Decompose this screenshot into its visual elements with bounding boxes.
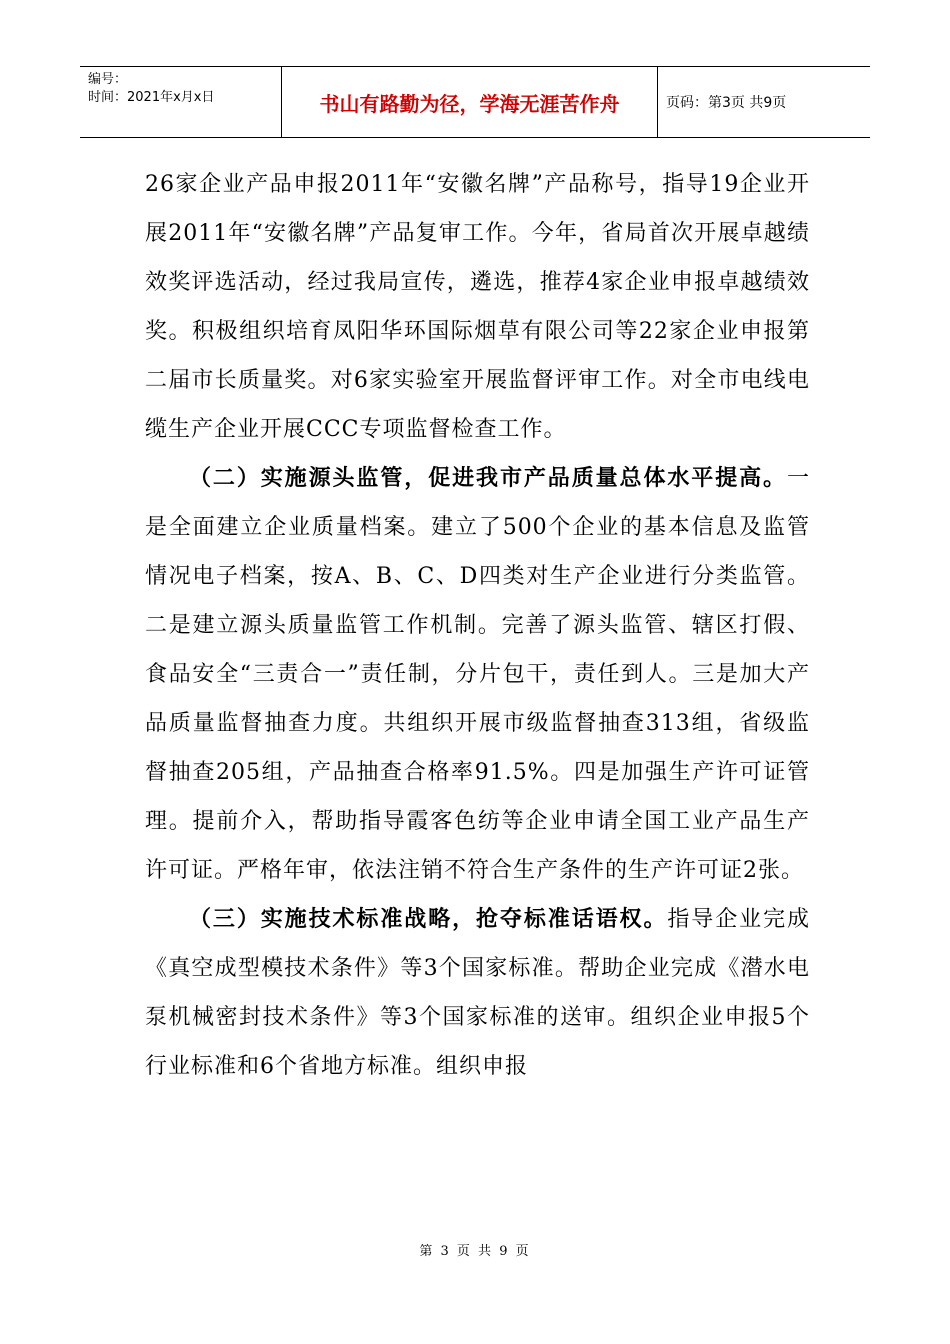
section-text-3: 指导企业完成《真空成型模技术条件》等3个国家标准。帮助企业完成《潜水电泵机械密封技术条件》等3个国家标准的送审。组织企业申报5个行业标准和6个省地方标准。组织申报 — [145, 907, 810, 1079]
page-footer: 第 3 页 共 9 页 — [419, 1244, 531, 1259]
header-meta-cell — [80, 67, 282, 137]
section-heading-3: （三）实施技术标准战略，抢夺标准话语权。 — [189, 906, 668, 932]
header-motto: 书山有路勤为径，学海无涯苦作舟 — [282, 67, 658, 137]
document-body — [145, 160, 810, 1091]
section-text-2: 一是全面建立企业质量档案。建立了500个企业的基本信息及监管情况电子档案，按A、B、C、D四类对生产企业进行分类监管。二是建立源头质量监管工作机制。完善了源头监管、辖区打假、食品安全“三责合一”责任制，分片包干，责任到人。三是加大产品质量监督抽查力度。共组织开展市级监督抽查313组，省级监督抽查205组，产品抽查合格率91.5%。四是加强生产许可证管理。提前介入，帮助指导霞客色纺等企业申请全国工业产品生产许可证。严格年审，依法注销不符合生产条件的生产许可证2张。 — [145, 466, 810, 883]
document-number-label: 编号： — [88, 72, 128, 87]
header-page-number: 页码：第3页 共9页 — [666, 95, 787, 111]
section-heading-2: （二）实施源头监管，促进我市产品质量总体水平提高。 — [189, 465, 787, 491]
document-date-label: 时间：2021年x月x日 — [88, 90, 215, 105]
paragraph-source-supervision — [145, 454, 810, 895]
page-header — [80, 66, 870, 138]
paragraph-continued: 26家企业产品申报2011年“安徽名牌”产品称号，指导19企业开展2011年“安徽名牌”产品复审工作。今年，省局首次开展卓越绩效奖评选活动，经过我局宣传，遴选，推荐4家企业申报卓越绩效奖。积极组织培育凤阳华环国际烟草有限公司等22家企业申报第二届市长质量奖。对6家实验室开展监督评审工作。对全市电线电缆生产企业开展CCC专项监督检查工作。 — [145, 172, 810, 442]
paragraph-technical-standards — [145, 895, 810, 1091]
